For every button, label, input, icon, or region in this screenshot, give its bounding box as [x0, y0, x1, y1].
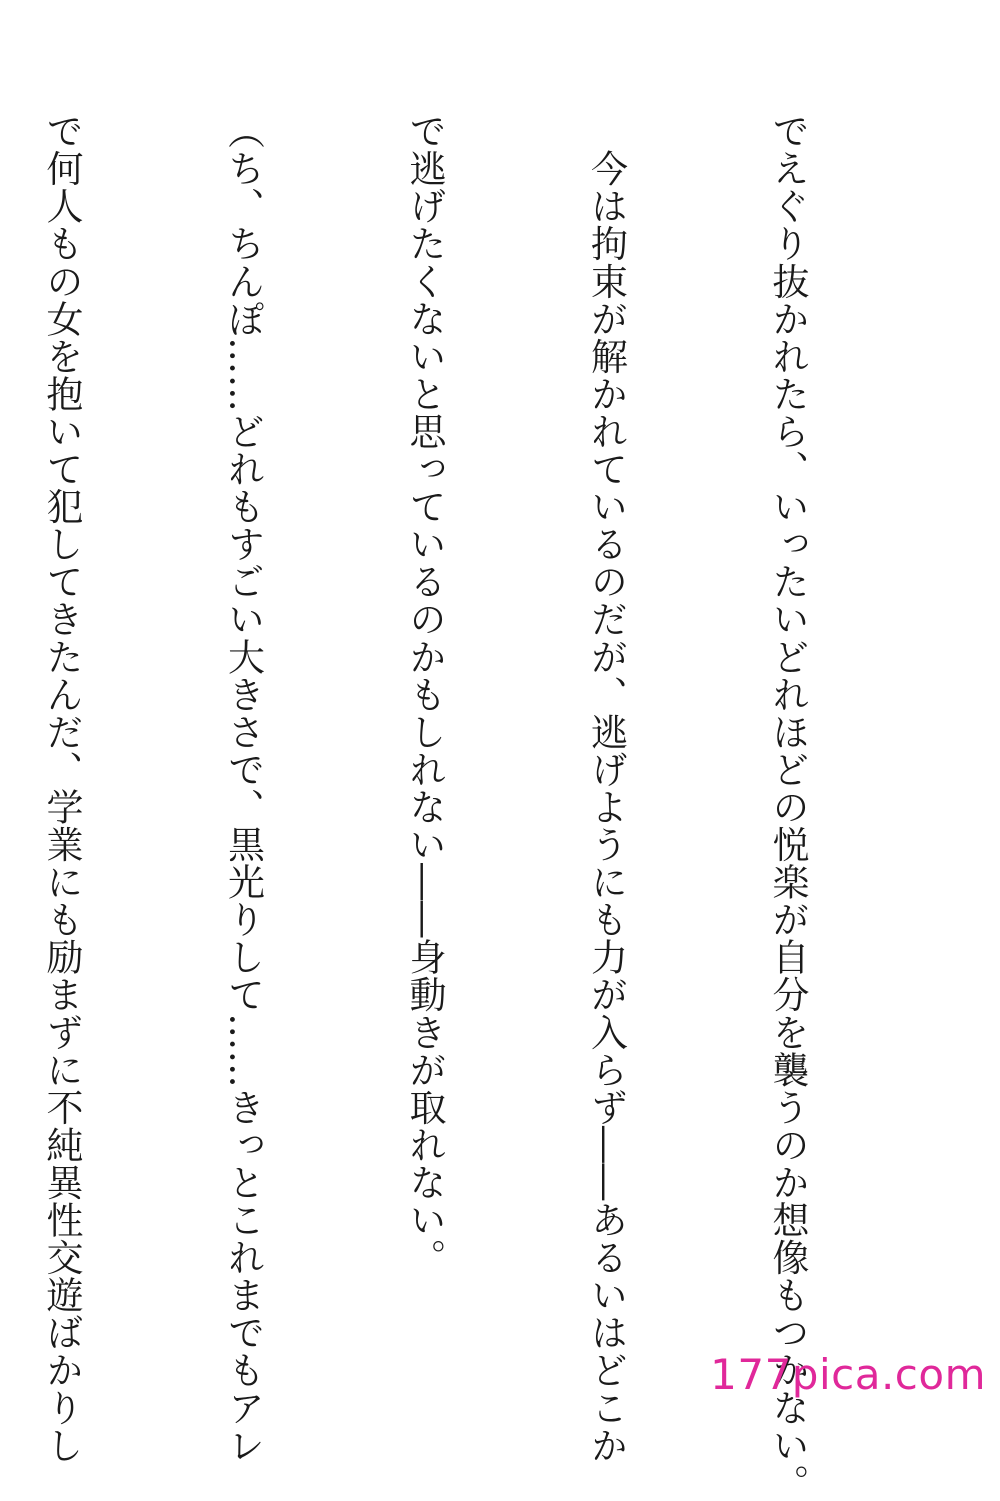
text-line: で逃げたくないと思っているのかもしれない――身動きが取れない。	[403, 112, 446, 1277]
watermark: 177pica.com	[710, 1350, 986, 1399]
text-line: （ち、ちんぽ……どれもすごい大きさで、黒光りして……きっとこれまでもアレ	[221, 112, 265, 1464]
text-line: でえぐり抜かれたら、いったいどれほどの悦楽が自分を襲うのか想像もつかない。	[766, 112, 809, 1501]
text-line: で何人もの女を抱いて犯してきたんだ、学業にも励まずに不純異性交遊ばかりし	[40, 112, 83, 1464]
text-line: 今は拘束が解かれているのだが、逃げようにも力が入らず――あるいはどこか	[584, 112, 628, 1464]
